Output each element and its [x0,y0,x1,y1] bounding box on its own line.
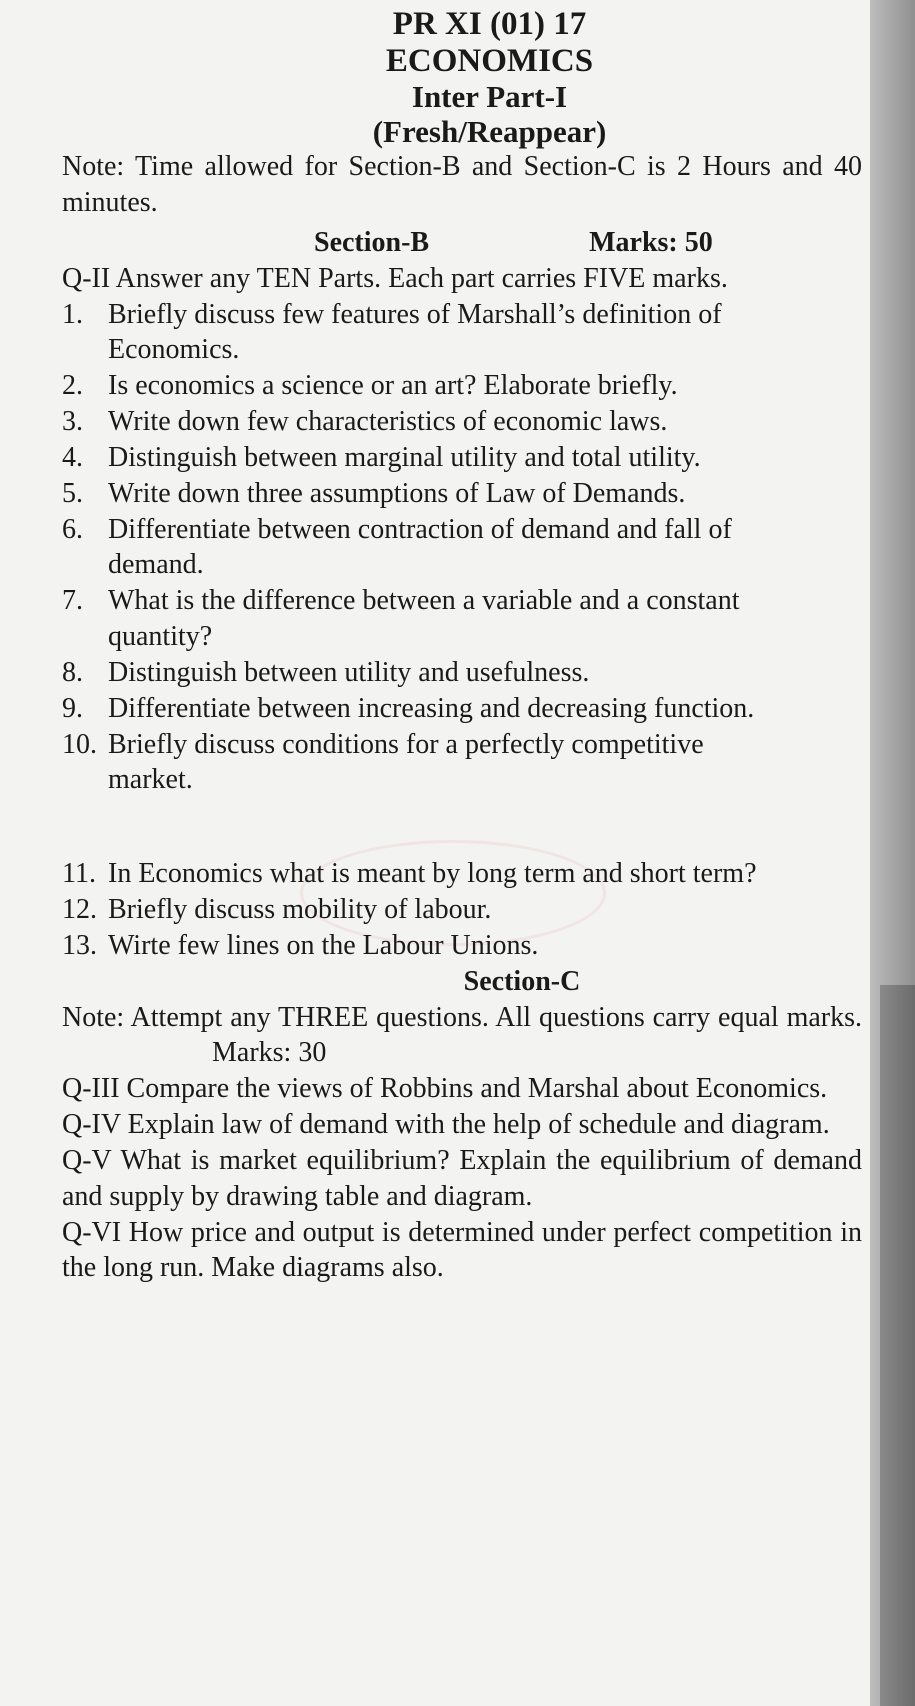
item-text: Is economics a science or an art? Elaborate briefly. [108,370,678,402]
item-number: 5. [62,477,83,509]
list-item [62,297,862,369]
list-item [62,892,862,928]
item-text: What is the difference between a variable and a constant quantity? [108,585,740,653]
item-text: Differentiate between contraction of demand and fall of demand. [108,513,732,581]
item-number: 6. [62,513,83,545]
list-item [62,928,862,964]
item-text: In Economics what is meant by long term and short term? [108,858,757,890]
paper-part: Inter Part-I [411,78,568,114]
list-item [62,655,862,691]
item-text: Wirte few lines on the Labour Unions. [108,929,539,961]
question-6: Q-VI How price and output is determined under perfect competition in the long run. Make diagrams also. [62,1216,862,1284]
list-item [62,440,862,476]
paper-code: PR XI (01) 17 [392,6,587,42]
item-number: 11. [62,858,96,890]
list-item [62,368,862,404]
item-number: 9. [62,692,83,724]
section-b-title: Section-B [314,227,430,258]
section-c-note-text: Note: Attempt any THREE questions. All questions carry equal marks. [62,1001,862,1033]
question-3: Q-III Compare the views of Robbins and Marshal about Economics. [62,1073,828,1105]
question-4: Q-IV Explain law of demand with the help of schedule and diagram. [62,1109,830,1141]
section-b-parts [62,297,862,964]
paper-type: (Fresh/Reappear) [372,113,607,149]
item-text: Briefly discuss few features of Marshall’s definition of Economics. [108,298,722,366]
item-number: 2. [62,370,83,402]
list-item [62,856,862,892]
item-number: 1. [62,298,83,330]
section-c-note [62,1000,862,1072]
item-text: Briefly discuss conditions for a perfectly competitive market. [108,728,704,796]
item-number: 12. [62,894,97,926]
list-item [62,512,862,584]
item-number: 4. [62,441,83,473]
list-item [62,404,862,440]
question-5: Q-V What is market equilibrium? Explain the equilibrium of demand and supply by drawing table and diagram. [62,1144,862,1212]
item-text: Briefly discuss mobility of labour. [108,894,492,926]
section-b-instruction: Q-II Answer any TEN Parts. Each part carries FIVE marks. [62,262,728,294]
list-item [62,691,862,727]
list-item [62,583,862,655]
item-number: 13. [62,929,97,961]
item-text: Distinguish between utility and usefulness. [108,656,590,688]
section-c-marks: Marks: 30 [212,1037,327,1069]
section-c-title: Section-C [463,965,581,997]
time-note: Note: Time allowed for Section-B and Section-C is 2 Hours and 40 minutes. [62,151,862,219]
list-item [62,727,862,799]
item-number: 3. [62,406,83,438]
item-number: 10. [62,728,97,760]
paper-content [62,6,862,1286]
item-text: Differentiate between increasing and decreasing function. [108,692,755,724]
item-text: Distinguish between marginal utility and total utility. [108,441,701,473]
section-b-heading [62,225,862,261]
subject-title: ECONOMICS [385,42,594,79]
item-text: Write down few characteristics of economic laws. [108,406,668,438]
section-b-marks: Marks: 50 [589,227,713,258]
item-text: Write down three assumptions of Law of Demands. [108,477,686,509]
item-number: 7. [62,585,83,617]
page-edge-shadow-lower [880,985,915,1706]
item-number: 8. [62,656,83,688]
list-item [62,476,862,512]
